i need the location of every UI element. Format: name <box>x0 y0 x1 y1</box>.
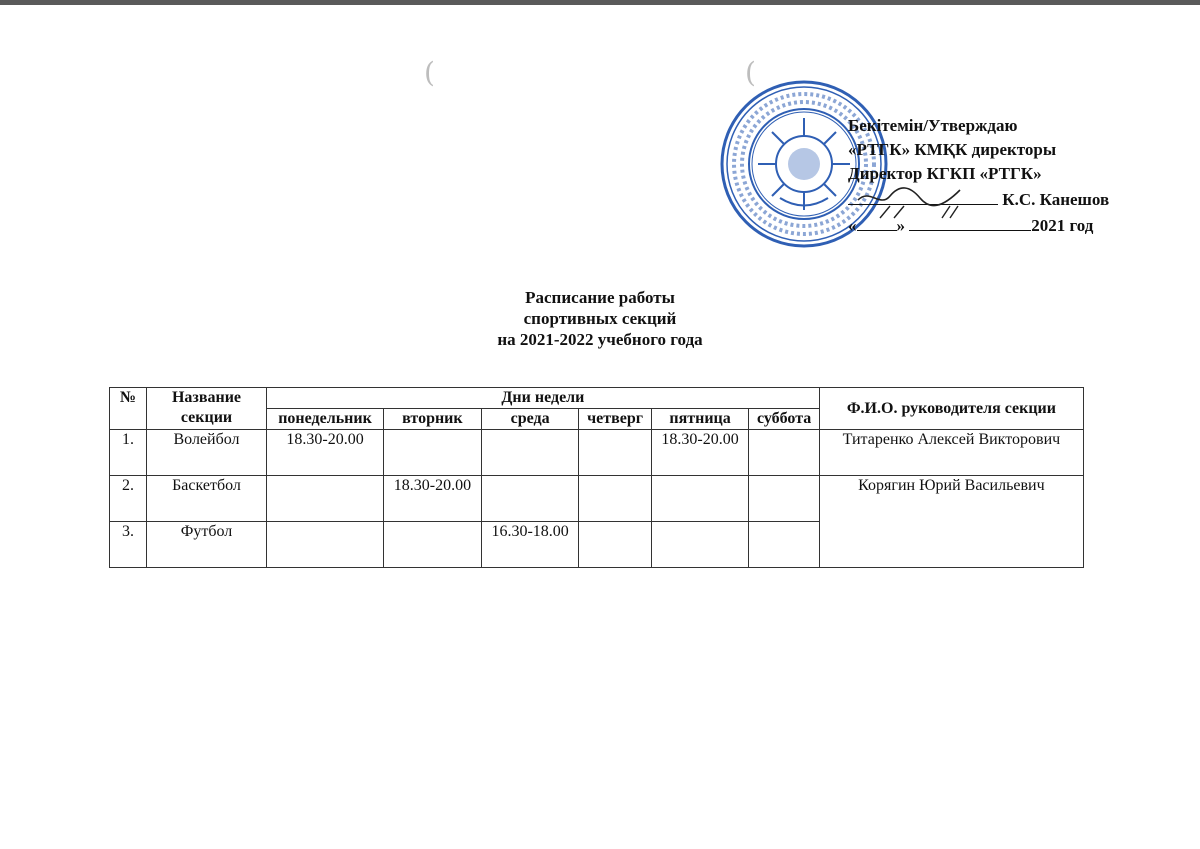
col-header-leader: Ф.И.О. руководителя секции <box>819 388 1083 430</box>
cell-day <box>651 476 749 522</box>
cell-day <box>384 430 482 476</box>
col-header-day: суббота <box>749 409 819 430</box>
scan-artifact: ( <box>424 56 435 89</box>
cell-day <box>749 522 819 568</box>
date-quote-open: « <box>848 216 857 235</box>
signatory-name: К.С. Канешов <box>1002 190 1110 209</box>
col-header-days-group: Дни недели <box>267 388 820 409</box>
cell-day <box>749 430 819 476</box>
cell-day: 18.30-20.00 <box>384 476 482 522</box>
col-header-day: среда <box>481 409 579 430</box>
cell-day <box>267 522 384 568</box>
col-header-name: Название секции <box>147 388 267 430</box>
cell-number: 2. <box>110 476 147 522</box>
approval-line-director-kz: «РТГК» КМҚК директоры <box>848 140 1057 159</box>
cell-leader: Титаренко Алексей Викторович <box>819 430 1083 476</box>
cell-day: 18.30-20.00 <box>651 430 749 476</box>
col-header-day: пятница <box>651 409 749 430</box>
cell-day <box>481 430 579 476</box>
scan-top-edge <box>0 0 1200 5</box>
table-row <box>110 476 1084 522</box>
cell-leader: Корягин Юрий Васильевич <box>819 476 1083 568</box>
cell-day <box>579 522 651 568</box>
cell-section-name: Волейбол <box>147 430 267 476</box>
table-row <box>110 430 1084 476</box>
handwritten-signature <box>850 178 970 228</box>
cell-section-name: Футбол <box>147 522 267 568</box>
cell-day <box>481 476 579 522</box>
title-line-2: спортивных секций <box>523 309 677 328</box>
cell-day <box>267 476 384 522</box>
approval-line-director-ru: Директор КГКП «РТГК» <box>848 164 1042 183</box>
approval-year: 2021 год <box>1031 216 1094 235</box>
col-header-day: четверг <box>579 409 651 430</box>
approval-line-kz: Бекітемін/Утверждаю <box>848 116 1018 135</box>
cell-day <box>651 522 749 568</box>
cell-day: 16.30-18.00 <box>481 522 579 568</box>
cell-day <box>749 476 819 522</box>
cell-day <box>579 476 651 522</box>
cell-day <box>579 430 651 476</box>
col-header-day: понедельник <box>267 409 384 430</box>
title-line-1: Расписание работы <box>525 288 675 307</box>
col-header-day: вторник <box>384 409 482 430</box>
cell-section-name: Баскетбол <box>147 476 267 522</box>
cell-number: 3. <box>110 522 147 568</box>
date-quote-close: » <box>896 216 905 235</box>
scan-artifact: ( <box>745 56 756 89</box>
cell-day <box>384 522 482 568</box>
title-line-3: на 2021-2022 учебного года <box>497 330 703 349</box>
cell-day: 18.30-20.00 <box>267 430 384 476</box>
schedule-table <box>109 387 1084 568</box>
header-row-1 <box>110 388 1084 409</box>
document-title <box>380 287 820 350</box>
col-header-number: № <box>110 388 147 430</box>
cell-number: 1. <box>110 430 147 476</box>
